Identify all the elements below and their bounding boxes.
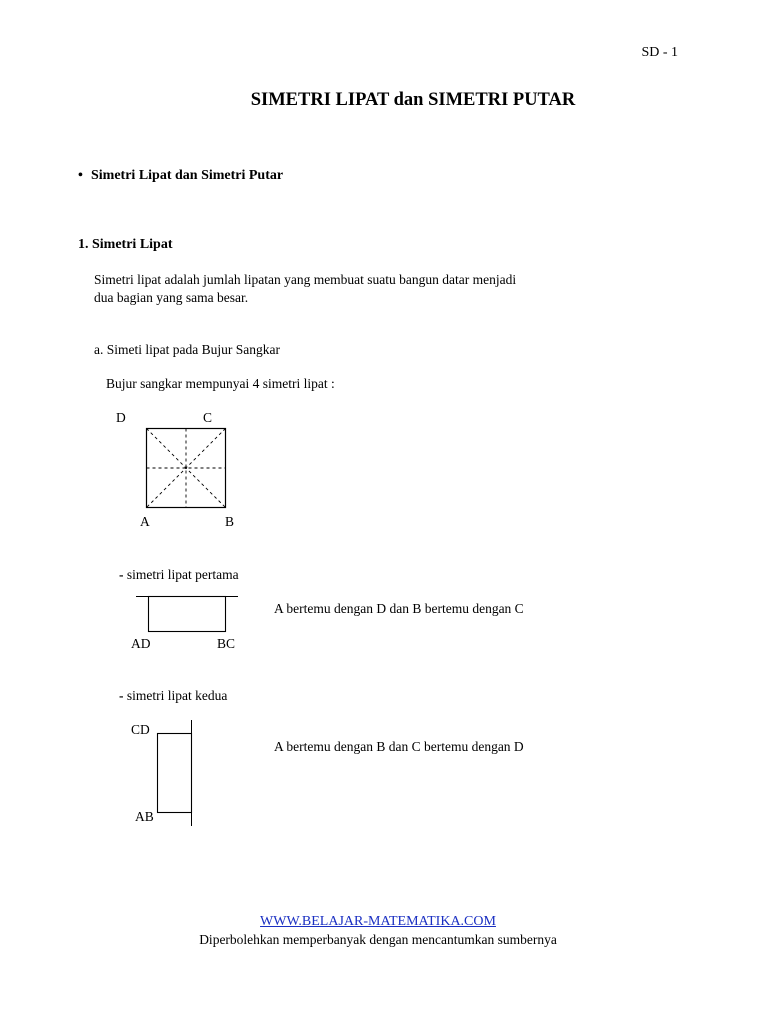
fold2-heading [119, 687, 227, 705]
fold1-label: simetri lipat pertama [126, 567, 239, 582]
fold1-right-label: BC [217, 636, 236, 651]
fold1-description: A bertemu dengan D dan B bertemu dengan C [274, 601, 524, 616]
definition-line-1: Simetri lipat adalah jumlah lipatan yang membuat suatu bangun datar menjadi [94, 272, 517, 287]
fold2-bottom-label: AB [135, 809, 154, 824]
fold2-diagram [157, 720, 193, 826]
page-title: SIMETRI LIPAT dan SIMETRI PUTAR [250, 90, 576, 110]
square-label-c: C [203, 410, 213, 425]
page-number: SD - 1 [641, 45, 678, 60]
square-label-d: D [116, 410, 126, 425]
bullet-heading: Simetri Lipat dan Simetri Putar [91, 168, 284, 183]
fold1-diagram [136, 594, 238, 634]
footer-website-link[interactable]: WWW.BELAJAR-MATEMATIKA.COM [260, 914, 496, 929]
fold2-description: A bertemu dengan B dan C bertemu dengan D [274, 739, 524, 754]
fold2-label: simetri lipat kedua [126, 688, 228, 703]
section-heading: 1. Simetri Lipat [78, 237, 173, 252]
bullet-marker: • [78, 168, 83, 183]
square-diagram [146, 428, 226, 508]
square-label-b: B [225, 514, 235, 529]
fold1-left-label: AD [131, 636, 151, 651]
square-label-a: A [140, 514, 150, 529]
fold1-dash: - [119, 567, 124, 582]
square-statement: Bujur sangkar mempunyai 4 simetri lipat : [106, 376, 335, 391]
footer-note: Diperbolehkan memperbanyak dengan mencantumkan sumbernya [199, 932, 557, 947]
fold2-dash: - [119, 688, 124, 703]
fold2-top-label: CD [131, 722, 150, 737]
subsection-a-heading: a. Simeti lipat pada Bujur Sangkar [94, 342, 280, 357]
fold1-rectangle [149, 597, 226, 632]
definition-line-2: dua bagian yang sama besar. [94, 290, 249, 305]
fold2-rectangle [158, 734, 192, 813]
fold1-heading [119, 566, 239, 584]
